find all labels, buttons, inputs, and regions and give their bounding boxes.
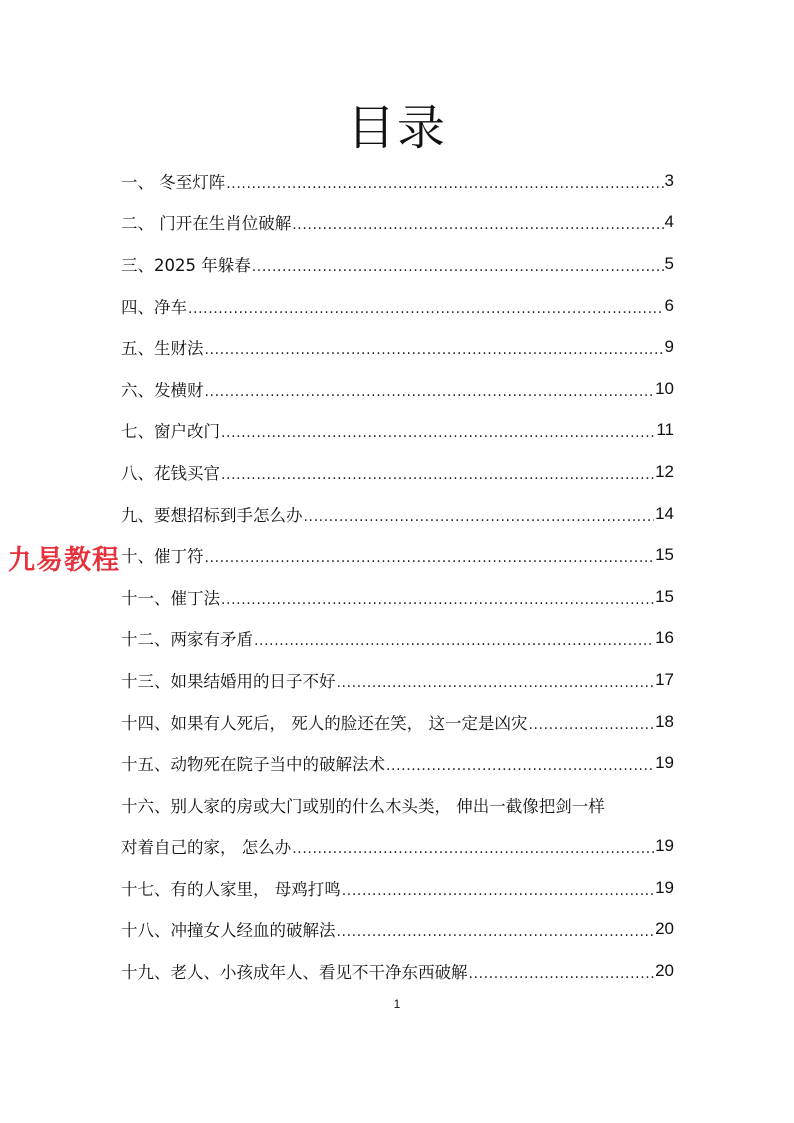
dot-leader xyxy=(337,675,655,691)
toc-page-number: 19 xyxy=(655,753,674,773)
toc-entry[interactable] xyxy=(121,867,674,909)
toc-page-number: 12 xyxy=(655,461,674,481)
toc-entry[interactable] xyxy=(121,285,674,327)
toc-page-number: 17 xyxy=(655,669,674,689)
toc-entry[interactable] xyxy=(121,826,674,868)
dot-leader xyxy=(292,217,663,233)
toc-entry-text: 三、2025 年躲春 xyxy=(121,255,251,275)
toc-entry-text: 十六、别人家的房或大门或别的什么木头类， 伸出一截像把剑一样 xyxy=(121,796,605,816)
toc-entry-text: 对着自己的家， 怎么办 xyxy=(121,838,292,858)
dot-leader xyxy=(226,176,663,192)
dot-leader xyxy=(205,384,655,400)
toc-page-number: 11 xyxy=(656,420,674,440)
toc-page-number: 4 xyxy=(664,212,674,232)
toc-page-number: 19 xyxy=(655,836,674,856)
page-title: 目录 xyxy=(346,100,447,156)
toc-entry[interactable] xyxy=(121,742,674,784)
toc-page-number: 14 xyxy=(655,503,674,523)
dot-leader xyxy=(304,509,655,525)
dot-leader xyxy=(252,259,664,275)
toc-entry-text: 二、 门开在生肖位破解 xyxy=(121,214,292,234)
toc-entry[interactable] xyxy=(121,493,674,535)
toc-page-number: 3 xyxy=(664,170,674,190)
toc-page-number: 19 xyxy=(655,877,674,897)
toc-entry-text: 十四、如果有人死后， 死人的脸还在笑， 这一定是凶灾 xyxy=(121,713,528,733)
toc-entry[interactable] xyxy=(121,451,674,493)
toc-entry[interactable] xyxy=(121,950,674,992)
toc-entry-text: 九、要想招标到手怎么办 xyxy=(121,505,303,525)
dot-leader xyxy=(337,924,655,940)
dot-leader xyxy=(469,966,655,982)
toc-page-number: 9 xyxy=(664,337,674,357)
toc-entry[interactable] xyxy=(121,659,674,701)
dot-leader xyxy=(342,883,654,899)
toc-entry-text: 八、花钱买官 xyxy=(121,463,220,483)
toc-entry[interactable] xyxy=(121,410,674,452)
toc-entry-text: 一、 冬至灯阵 xyxy=(121,172,226,192)
dot-leader xyxy=(221,592,654,608)
dot-leader xyxy=(529,717,655,733)
toc-entry-text: 七、窗户改门 xyxy=(121,422,220,442)
toc-entry[interactable] xyxy=(121,326,674,368)
toc-page-number: 18 xyxy=(655,711,674,731)
toc-entry-text: 十九、老人、小孩成年人、看见不干净东西破解 xyxy=(121,963,468,983)
dot-leader xyxy=(188,301,664,317)
toc-entry-text: 十七、有的人家里， 母鸡打鸣 xyxy=(121,879,341,899)
dot-leader xyxy=(205,550,655,566)
toc-page-number: 6 xyxy=(664,295,674,315)
toc-page-number: 15 xyxy=(655,586,674,606)
toc-entry[interactable] xyxy=(121,576,674,618)
toc-entry[interactable] xyxy=(121,202,674,244)
dot-leader xyxy=(221,425,655,441)
toc-page-number: 20 xyxy=(655,919,674,939)
dot-leader xyxy=(292,841,654,857)
toc-entry[interactable] xyxy=(121,618,674,660)
footer-page-number: 1 xyxy=(393,997,401,1011)
toc-entry-text: 十五、动物死在院子当中的破解法术 xyxy=(121,755,385,775)
toc-entry-text: 十、催丁符 xyxy=(121,547,204,567)
toc-page-number: 16 xyxy=(655,628,674,648)
toc-entry[interactable] xyxy=(121,909,674,951)
dot-leader xyxy=(386,758,654,774)
toc-page-number: 20 xyxy=(655,961,674,981)
dot-leader xyxy=(221,467,654,483)
toc-page-number: 5 xyxy=(664,253,674,273)
toc-entry-text: 十二、两家有矛盾 xyxy=(121,630,253,650)
toc-entry[interactable] xyxy=(121,534,674,576)
watermark: 九易教程 xyxy=(8,545,120,576)
toc-entry-text: 十八、冲撞女人经血的破解法 xyxy=(121,921,336,941)
toc-entry[interactable] xyxy=(121,784,674,826)
toc-entry-text: 六、发横财 xyxy=(121,380,204,400)
toc-entry[interactable] xyxy=(121,701,674,743)
toc-entry-text: 十三、如果结婚用的日子不好 xyxy=(121,671,336,691)
toc-entry-text: 十一、催丁法 xyxy=(121,588,220,608)
toc-entry-text: 五、生财法 xyxy=(121,339,204,359)
toc-page-number: 15 xyxy=(655,545,674,565)
dot-leader xyxy=(254,633,654,649)
dot-leader xyxy=(205,342,664,358)
toc-entry[interactable] xyxy=(121,160,674,202)
table-of-contents xyxy=(121,160,674,992)
toc-entry[interactable] xyxy=(121,243,674,285)
toc-entry[interactable] xyxy=(121,368,674,410)
toc-entry-text: 四、净车 xyxy=(121,297,187,317)
toc-page-number: 10 xyxy=(655,378,674,398)
